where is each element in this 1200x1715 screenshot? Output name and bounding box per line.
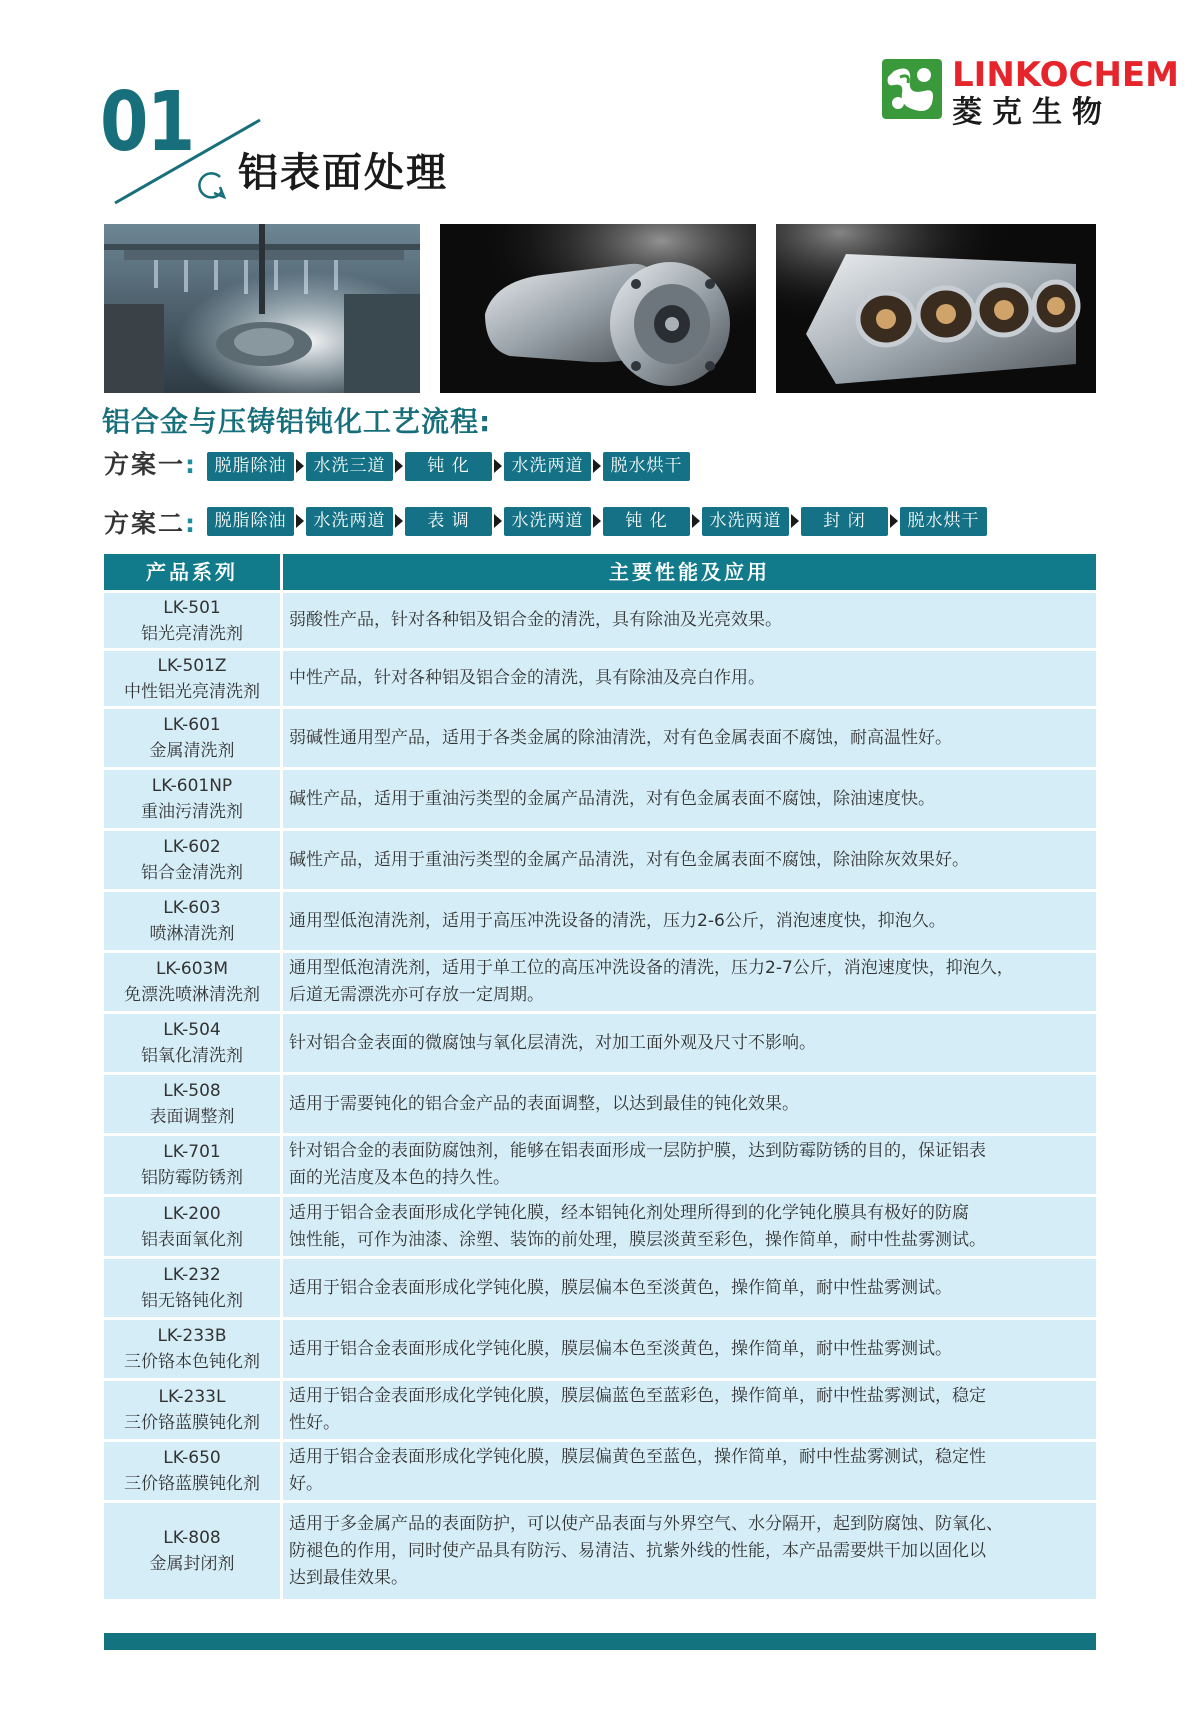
- description-cell: [289, 892, 1089, 950]
- product-cell: [104, 1442, 280, 1500]
- row-divider: [280, 709, 283, 767]
- product-cell: [104, 709, 280, 767]
- product-code: LK-601: [163, 715, 221, 735]
- row-divider: [280, 953, 283, 1011]
- header-performance: 主要性能及应用: [609, 560, 770, 584]
- row-divider: [280, 1503, 283, 1599]
- product-cell: [104, 892, 280, 950]
- product-name: 铝合金清洗剂: [141, 863, 243, 883]
- row-divider: [280, 1320, 283, 1378]
- description-line: 弱碱性通用型产品，适用于各类金属的除油清洗，对有色金属表面不腐蚀，耐高温性好。: [289, 727, 952, 748]
- plan-2-step: 水洗两道: [306, 507, 393, 536]
- description-line: 蚀性能，可作为油漆、涂塑、装饰的前处理，膜层淡黄至彩色，操作简单，耐中性盐雾测试。: [289, 1229, 986, 1250]
- product-cell: [104, 1014, 280, 1072]
- row-divider: [280, 1259, 283, 1317]
- arrow-right-icon: [692, 514, 700, 528]
- footer-bar: [104, 1633, 1096, 1650]
- description-line: 适用于铝合金表面形成化学钝化膜，膜层偏蓝色至蓝彩色，操作简单，耐中性盐雾测试，稳定: [289, 1386, 986, 1406]
- product-code: LK-603: [163, 898, 221, 918]
- product-name: 三价铬本色钝化剂: [124, 1352, 260, 1372]
- description-line: 适用于铝合金表面形成化学钝化膜，膜层偏本色至淡黄色，操作简单，耐中性盐雾测试。: [289, 1338, 952, 1359]
- plan-2-step: 钝 化: [603, 507, 690, 536]
- description-line: 面的光洁度及本色的持久性。: [289, 1168, 510, 1188]
- row-divider: [280, 1442, 283, 1500]
- product-name: 中性铝光亮清洗剂: [124, 681, 260, 702]
- arrow-right-icon: [296, 514, 304, 528]
- product-name: 重油污清洗剂: [141, 802, 243, 822]
- description-line: 达到最佳效果。: [289, 1567, 408, 1588]
- product-cell: [104, 1197, 280, 1256]
- description-line: 适用于铝合金表面形成化学钝化膜，经本铝钝化剂处理所得到的化学钝化膜具有极好的防腐: [289, 1202, 969, 1223]
- product-name: 铝氧化清洗剂: [141, 1046, 243, 1066]
- product-cell: [104, 770, 280, 828]
- description-cell: [289, 1136, 1089, 1194]
- product-code: LK-232: [163, 1265, 221, 1285]
- engine-block-photo: [776, 224, 1096, 393]
- description-line: 适用于铝合金表面形成化学钝化膜，膜层偏黄色至蓝色，操作简单，耐中性盐雾测试，稳定性: [289, 1447, 986, 1467]
- description-line: 通用型低泡清洗剂，适用于单工位的高压冲洗设备的清洗，压力2-7公斤，消泡速度快，抑泡久，: [289, 958, 1014, 978]
- table-row: [104, 1442, 1096, 1500]
- table-row: [104, 953, 1096, 1011]
- refresh-arrow-icon: [190, 165, 230, 205]
- row-divider: [280, 1136, 283, 1194]
- product-code: LK-501: [163, 597, 221, 618]
- product-code: LK-701: [163, 1142, 221, 1162]
- plan-1-label-text: 方案一: [104, 450, 186, 479]
- row-divider: [280, 1197, 283, 1256]
- product-name: 三价铬蓝膜钝化剂: [124, 1413, 260, 1433]
- product-name: 喷淋清洗剂: [149, 924, 235, 944]
- product-code: LK-602: [163, 837, 221, 857]
- product-name: 三价铬蓝膜钝化剂: [124, 1474, 260, 1494]
- row-divider: [280, 831, 283, 889]
- table-row: [104, 593, 1096, 648]
- description-cell: [289, 709, 1089, 767]
- table-row: [104, 770, 1096, 828]
- description-cell: [289, 1259, 1089, 1317]
- plan-2-step: 封 闭: [801, 507, 888, 536]
- plan-2-step: 脱脂除油: [207, 507, 294, 536]
- table-row: [104, 892, 1096, 950]
- description-cell: [289, 1320, 1089, 1378]
- plan-1-step: 钝 化: [405, 452, 492, 481]
- plan-2-step: 脱水烘干: [900, 507, 987, 536]
- row-divider: [280, 1014, 283, 1072]
- description-line: 中性产品，针对各种铝及铝合金的清洗，具有除油及亮白作用。: [289, 668, 765, 688]
- factory-spray-photo: [104, 224, 420, 393]
- description-line: 好。: [289, 1474, 323, 1494]
- product-cell: [104, 831, 280, 889]
- plan-1-colon: :: [185, 450, 198, 479]
- plan-2-step: 水洗两道: [702, 507, 789, 536]
- plan-1-step: 脱水烘干: [603, 452, 690, 481]
- row-divider: [280, 892, 283, 950]
- arrow-right-icon: [494, 459, 502, 473]
- description-line: 后道无需漂洗亦可存放一定周期。: [289, 985, 544, 1005]
- description-line: 针对铝合金表面的微腐蚀与氧化层清洗，对加工面外观及尺寸不影响。: [289, 1032, 816, 1053]
- description-cell: [289, 1381, 1089, 1439]
- product-code: LK-808: [163, 1528, 221, 1548]
- plan-2-step: 水洗两道: [504, 507, 591, 536]
- arrow-right-icon: [395, 514, 403, 528]
- description-cell: [289, 1503, 1089, 1599]
- table-row: [104, 1259, 1096, 1317]
- brand-logo: [880, 55, 1179, 133]
- product-code: LK-233L: [158, 1387, 226, 1407]
- product-name: 表面调整剂: [149, 1107, 235, 1127]
- product-cell: [104, 593, 280, 648]
- arrow-right-icon: [395, 459, 403, 473]
- description-cell: [289, 831, 1089, 889]
- plan-2-label: [104, 507, 197, 541]
- table-row: [104, 1197, 1096, 1256]
- plan-2-step: 表 调: [405, 507, 492, 536]
- row-divider: [280, 770, 283, 828]
- table-row: [104, 651, 1096, 706]
- arrow-right-icon: [593, 459, 601, 473]
- table-row: [104, 1136, 1096, 1194]
- plan-1-step: 水洗两道: [504, 452, 591, 481]
- table-row: [104, 1381, 1096, 1439]
- product-cell: [104, 1503, 280, 1599]
- table-row: [104, 709, 1096, 767]
- description-line: 针对铝合金的表面防腐蚀剂，能够在铝表面形成一层防护膜，达到防霉防锈的目的，保证铝表: [289, 1141, 986, 1161]
- description-cell: [289, 1014, 1089, 1072]
- process-heading: 铝合金与压铸铝钝化工艺流程:: [102, 405, 492, 438]
- row-divider: [280, 593, 283, 648]
- plan-1-label: [104, 448, 197, 482]
- description-line: 防褪色的作用，同时使产品具有防污、易清洁、抗紫外线的性能，本产品需要烘干加以固化以: [289, 1540, 986, 1561]
- arrow-right-icon: [890, 514, 898, 528]
- plan-1-step: 水洗三道: [306, 452, 393, 481]
- product-cell: [104, 651, 280, 706]
- product-cell: [104, 1259, 280, 1317]
- product-code: LK-650: [163, 1448, 221, 1468]
- arrow-right-icon: [593, 514, 601, 528]
- product-name: 铝表面氧化剂: [141, 1229, 243, 1250]
- product-cell: [104, 1136, 280, 1194]
- product-cell: [104, 1320, 280, 1378]
- description-line: 适用于多金属产品的表面防护，可以使产品表面与外界空气、水分隔开，起到防腐蚀、防氧化、: [289, 1513, 1003, 1534]
- description-cell: [289, 1075, 1089, 1133]
- product-cell: [104, 1381, 280, 1439]
- arrow-right-icon: [791, 514, 799, 528]
- product-name: 铝光亮清洗剂: [141, 623, 243, 644]
- brand-name-cn: 菱克生物: [952, 95, 1112, 130]
- description-line: 适用于需要钝化的铝合金产品的表面调整，以达到最佳的钝化效果。: [289, 1093, 799, 1114]
- description-line: 碱性产品，适用于重油污类型的金属产品清洗，对有色金属表面不腐蚀，除油速度快。: [289, 788, 935, 809]
- description-line: 通用型低泡清洗剂，适用于高压冲洗设备的清洗，压力2-6公斤，消泡速度快，抑泡久。: [289, 910, 946, 931]
- table-header: [104, 554, 1096, 590]
- arrow-right-icon: [296, 459, 304, 473]
- description-line: 弱酸性产品，针对各种铝及铝合金的清洗，具有除油及光亮效果。: [289, 610, 782, 630]
- product-code: LK-233B: [157, 1326, 227, 1346]
- linkochem-logo-icon: [880, 57, 944, 121]
- product-name: 铝防霉防锈剂: [141, 1168, 243, 1188]
- product-name: 铝无铬钝化剂: [141, 1291, 243, 1311]
- product-name: 免漂洗喷淋清洗剂: [124, 985, 260, 1005]
- product-code: LK-508: [163, 1081, 221, 1101]
- table-row: [104, 831, 1096, 889]
- row-divider: [280, 651, 283, 706]
- description-cell: [289, 651, 1089, 706]
- table-row: [104, 1014, 1096, 1072]
- description-line: 性好。: [289, 1413, 340, 1433]
- brand-name-en: LINKOCHEM: [952, 55, 1179, 95]
- description-cell: [289, 593, 1089, 648]
- row-divider: [280, 1381, 283, 1439]
- product-code: LK-603M: [155, 959, 229, 979]
- description-cell: [289, 770, 1089, 828]
- product-code: LK-501Z: [157, 655, 227, 676]
- plan-2-label-text: 方案二: [104, 509, 186, 538]
- product-code: LK-504: [163, 1020, 221, 1040]
- table-row: [104, 1503, 1096, 1599]
- table-row: [104, 1320, 1096, 1378]
- arrow-right-icon: [494, 514, 502, 528]
- aluminum-housing-photo: [440, 224, 756, 393]
- plan-2-colon: :: [185, 509, 198, 538]
- section-number: 01: [100, 75, 194, 170]
- header-product-series: 产品系列: [146, 560, 238, 584]
- product-name: 金属封闭剂: [149, 1554, 235, 1574]
- product-cell: [104, 953, 280, 1011]
- table-row: [104, 1075, 1096, 1133]
- section-title: 铝表面处理: [238, 150, 448, 196]
- plan-1-step: 脱脂除油: [207, 452, 294, 481]
- description-line: 适用于铝合金表面形成化学钝化膜，膜层偏本色至淡黄色，操作简单，耐中性盐雾测试。: [289, 1277, 952, 1298]
- product-name: 金属清洗剂: [149, 741, 235, 761]
- description-cell: [289, 1197, 1089, 1256]
- product-code: LK-200: [163, 1203, 221, 1224]
- row-divider: [280, 1075, 283, 1133]
- product-code: LK-601NP: [151, 776, 233, 796]
- product-cell: [104, 1075, 280, 1133]
- description-cell: [289, 1442, 1089, 1500]
- description-cell: [289, 953, 1089, 1011]
- description-line: 碱性产品，适用于重油污类型的金属产品清洗，对有色金属表面不腐蚀，除油除灰效果好。: [289, 849, 969, 870]
